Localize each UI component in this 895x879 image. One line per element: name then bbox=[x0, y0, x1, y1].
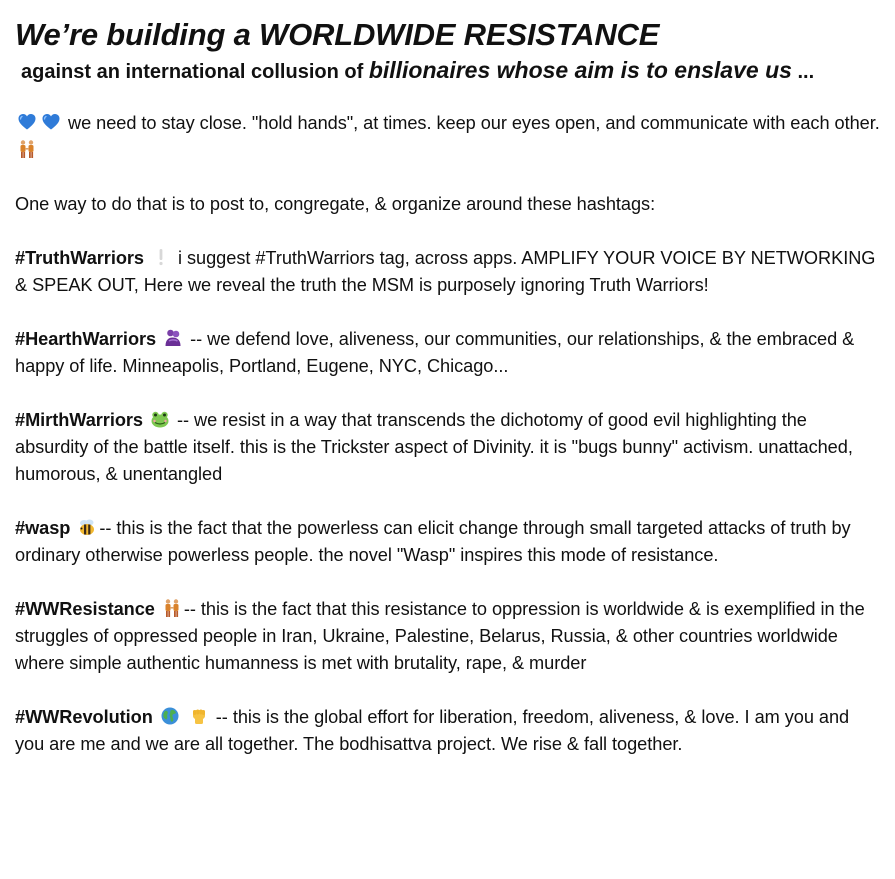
hashtag-label: #MirthWarriors bbox=[15, 410, 143, 430]
hashtag-description: -- this is the global effort for liberation, freedom, aliveness, & love. I am you and you are me and we are all together. The bodhisattva project. We rise & fall together. bbox=[15, 707, 850, 754]
subtitle-suffix: ... bbox=[791, 61, 815, 83]
subtitle-emphasis: billionaires whose aim is to enslave us bbox=[368, 57, 792, 83]
bee-icon bbox=[77, 517, 97, 537]
blue-heart-icon bbox=[41, 112, 61, 132]
holding-hands-icon bbox=[162, 598, 182, 618]
frog-icon bbox=[150, 409, 170, 429]
hashtag-label: #wasp bbox=[15, 518, 71, 538]
hashtag-item bbox=[15, 704, 883, 758]
hashtag-item bbox=[15, 596, 883, 677]
blue-heart-icon bbox=[17, 112, 37, 132]
hashtag-item bbox=[15, 245, 883, 299]
holding-hands-icon bbox=[17, 139, 37, 159]
hashtag-item bbox=[15, 326, 883, 380]
intro-paragraph bbox=[15, 110, 883, 164]
page-title: We’re building a WORLDWIDE RESISTANCE bbox=[15, 17, 660, 52]
hashtag-description: -- this is the fact that the powerless can elicit change through small targeted attacks of truth by ordinary otherwise powerless people. the novel "Wasp" inspires this mode of resistance. bbox=[15, 518, 851, 565]
hashtag-item bbox=[15, 407, 883, 488]
hashtag-item bbox=[15, 515, 883, 569]
document bbox=[15, 16, 883, 758]
hashtag-label: #TruthWarriors bbox=[15, 248, 144, 268]
hashtag-description: -- we resist in a way that transcends the dichotomy of good evil highlighting the absurdity of the battle itself. this is the Trickster aspect of Divinity. it is "bugs bunny" activism. unattached, humorous, & unentangled bbox=[15, 410, 853, 484]
globe-icon bbox=[160, 706, 180, 726]
hashtag-label: #WWResistance bbox=[15, 599, 155, 619]
lead-paragraph: One way to do that is to post to, congregate, & organize around these hashtags: bbox=[15, 194, 656, 214]
hashtag-label: #HearthWarriors bbox=[15, 329, 157, 349]
hashtag-label: #WWRevolution bbox=[15, 707, 153, 727]
page-subtitle bbox=[21, 55, 883, 87]
intro-text: we need to stay close. "hold hands", at times. keep our eyes open, and communicate with each other. bbox=[63, 113, 880, 133]
hashtag-description: -- this is the fact that this resistance to oppression is worldwide & is exemplified in the struggles of oppressed people in Iran, Ukraine, Palestine, Belarus, Russia, & other countries worldwide where simple authentic humanness is met with brutality, rape, & murder bbox=[15, 599, 865, 673]
raised-fist-icon bbox=[189, 706, 209, 726]
hashtag-description: i suggest #TruthWarriors tag, across apps. AMPLIFY YOUR VOICE BY NETWORKING & SPEAK OUT, Here we reveal the truth the MSM is purposely ignoring Truth Warriors! bbox=[15, 248, 876, 295]
hashtag-description: -- we defend love, aliveness, our communities, our relationships, & the embraced & happy of life. Minneapolis, Portland, Eugene, NYC, Chicago... bbox=[15, 329, 855, 376]
exclamation-icon bbox=[151, 247, 171, 267]
subtitle-prefix: against an international collusion of bbox=[21, 61, 369, 83]
people-hugging-icon bbox=[163, 328, 183, 348]
